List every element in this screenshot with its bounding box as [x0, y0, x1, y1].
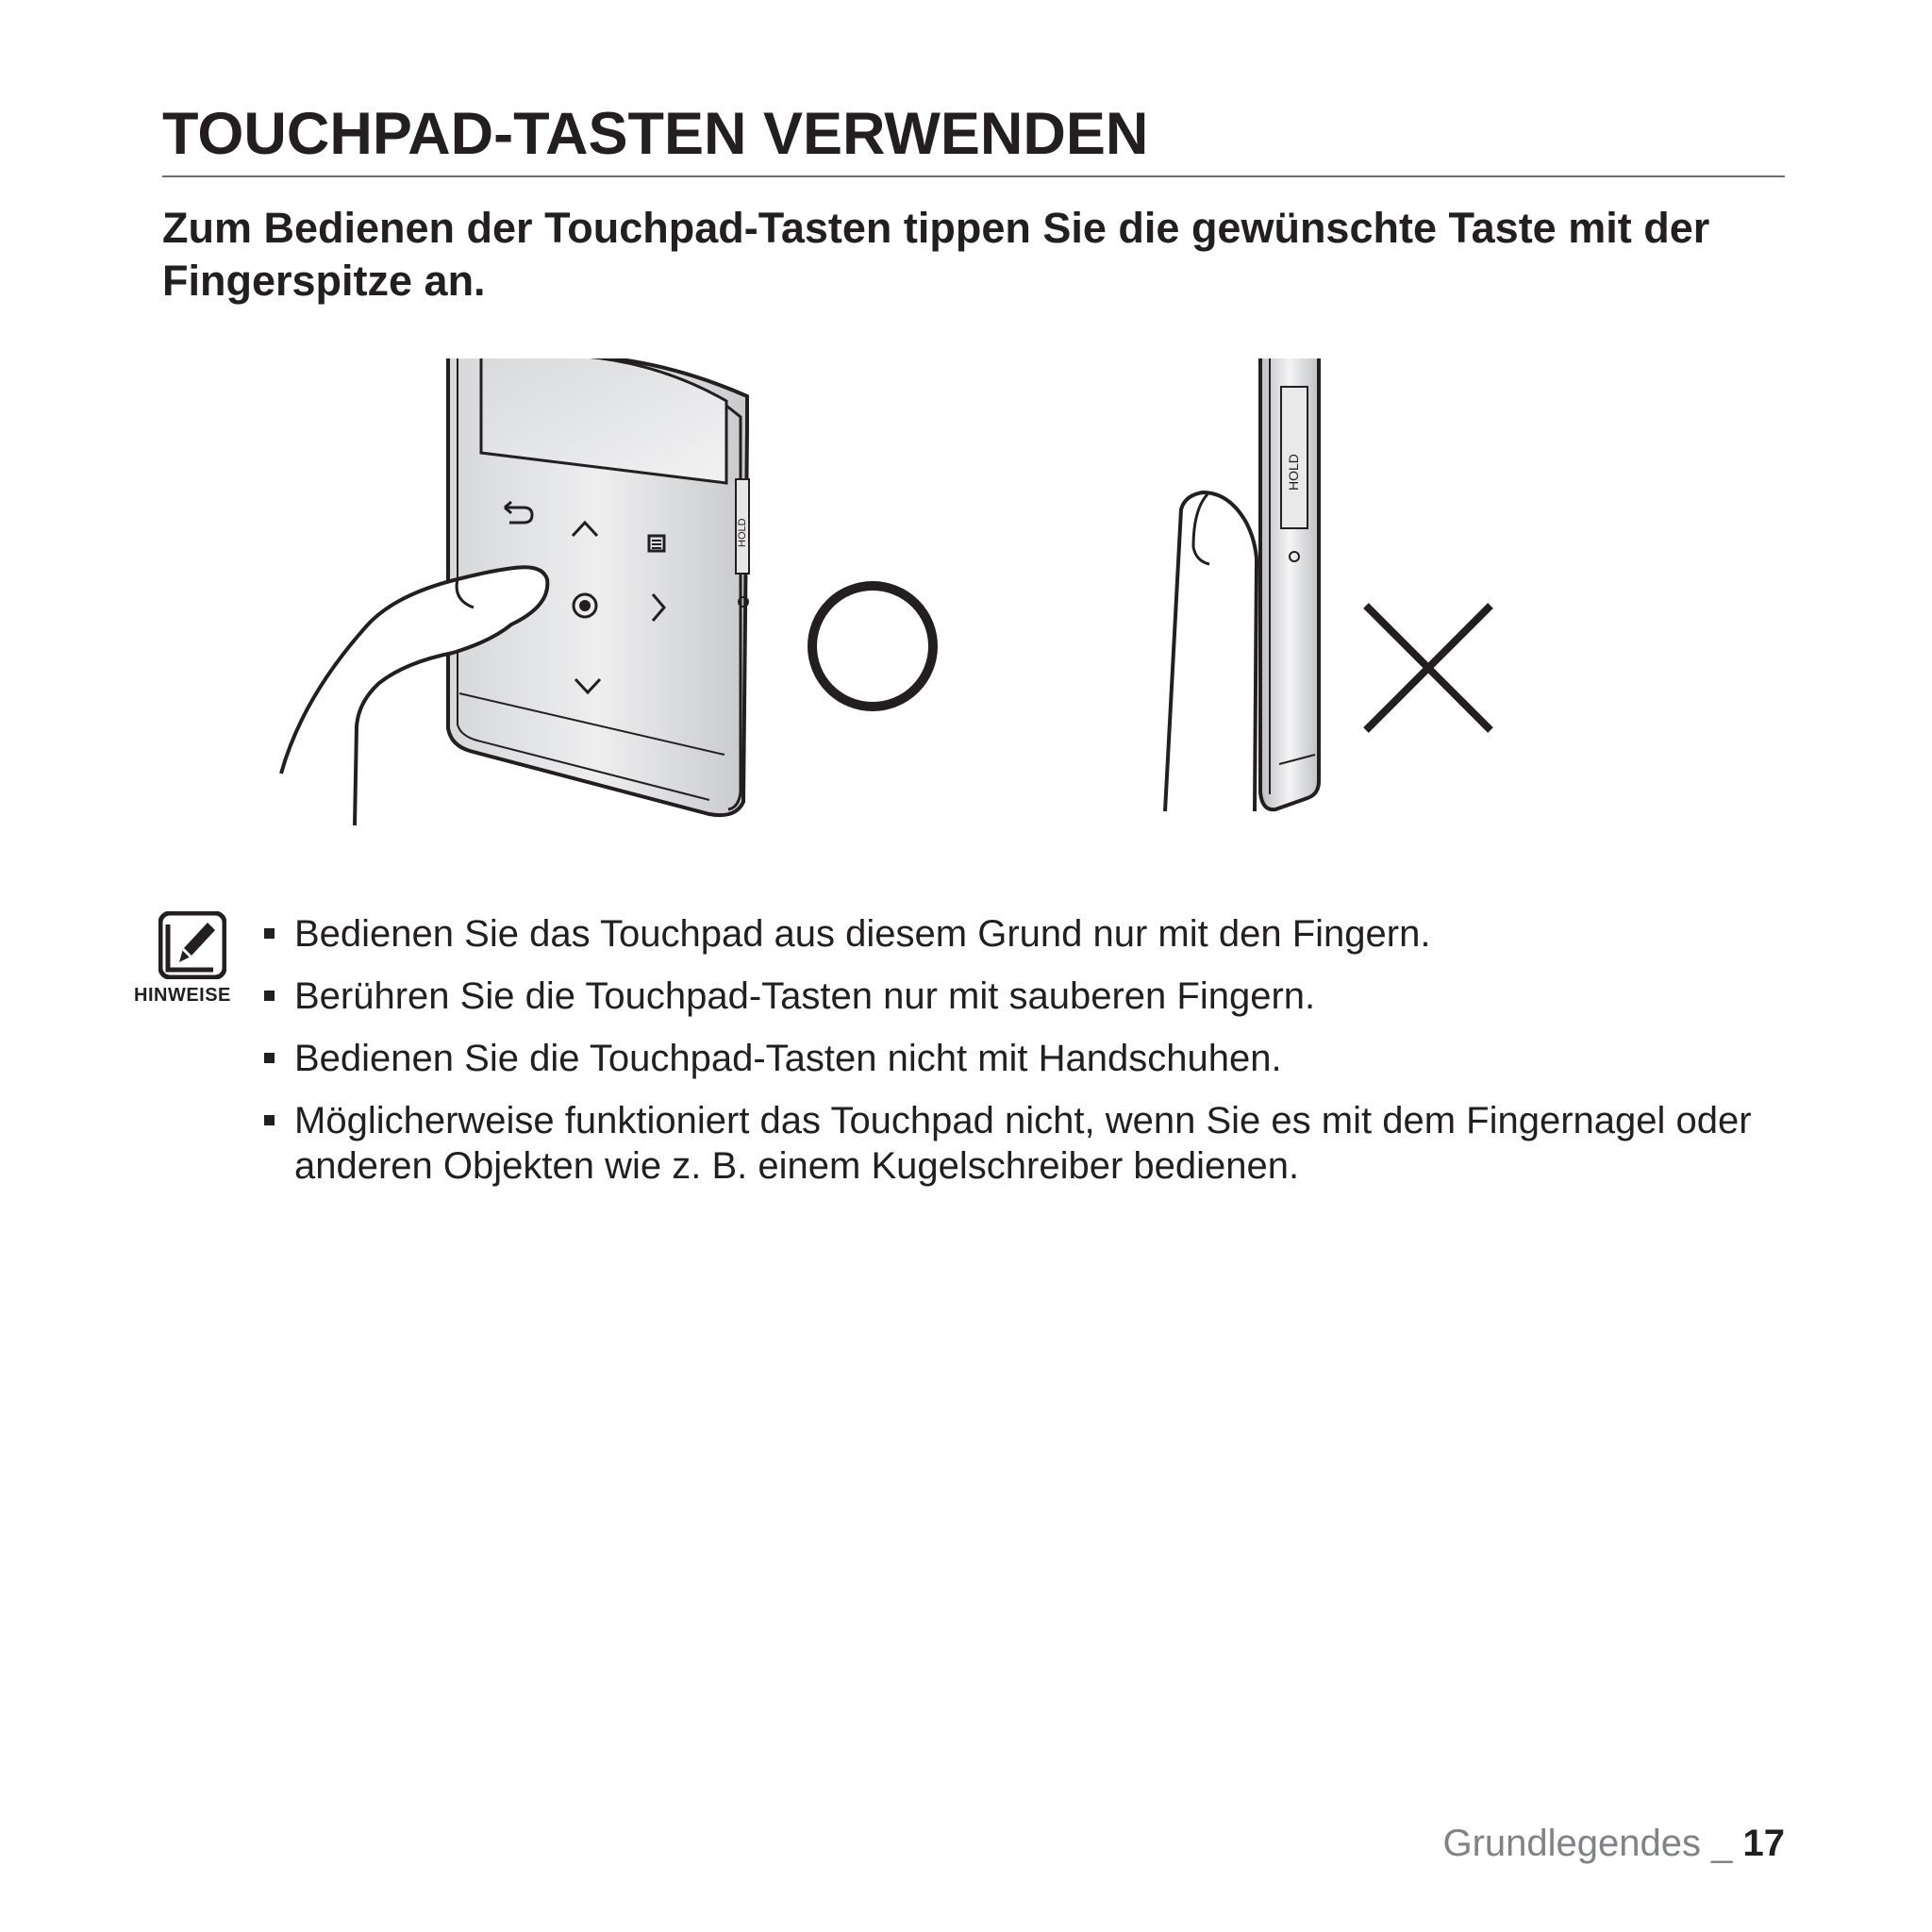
hold-label-side: HOLD — [1286, 454, 1301, 491]
note-item: Berühren Sie die Touchpad-Tasten nur mit sauberen Fingern. — [264, 974, 1811, 1019]
footer-section: Grundlegendes _ — [1442, 1823, 1743, 1864]
device-side — [1260, 358, 1319, 809]
note-list — [264, 911, 1811, 1206]
cross-mark-icon — [1366, 606, 1491, 730]
circle-mark-icon — [812, 586, 933, 707]
note-item: Möglicherweise funktioniert das Touchpad nicht, wenn Sie es mit dem Fingernagel oder anderen Objekten wie z. B. einem Kugelschreiber bedienen. — [264, 1098, 1811, 1189]
hand-fingernail — [1165, 492, 1257, 811]
note-item: Bedienen Sie das Touchpad aus diesem Grund nur mit den Fingern. — [264, 911, 1811, 957]
intro-text: Zum Bedienen der Touchpad-Tasten tippen Sie die gewünschte Taste mit der Fingerspitze an. — [162, 204, 1710, 305]
select-icon-inner — [579, 600, 591, 611]
note-label: HINWEISE — [134, 985, 231, 1006]
page-footer — [1442, 1823, 1785, 1865]
note-item: Bedienen Sie die Touchpad-Tasten nicht mit Handschuhen. — [264, 1036, 1811, 1081]
note-pencil-icon — [158, 911, 226, 979]
hold-label-front: HOLD — [737, 518, 748, 547]
touchpad-illustration — [264, 358, 1528, 840]
title-divider — [162, 175, 1785, 177]
page-number: 17 — [1742, 1823, 1785, 1864]
page-title: TOUCHPAD-TASTEN VERWENDEN — [162, 101, 1149, 167]
